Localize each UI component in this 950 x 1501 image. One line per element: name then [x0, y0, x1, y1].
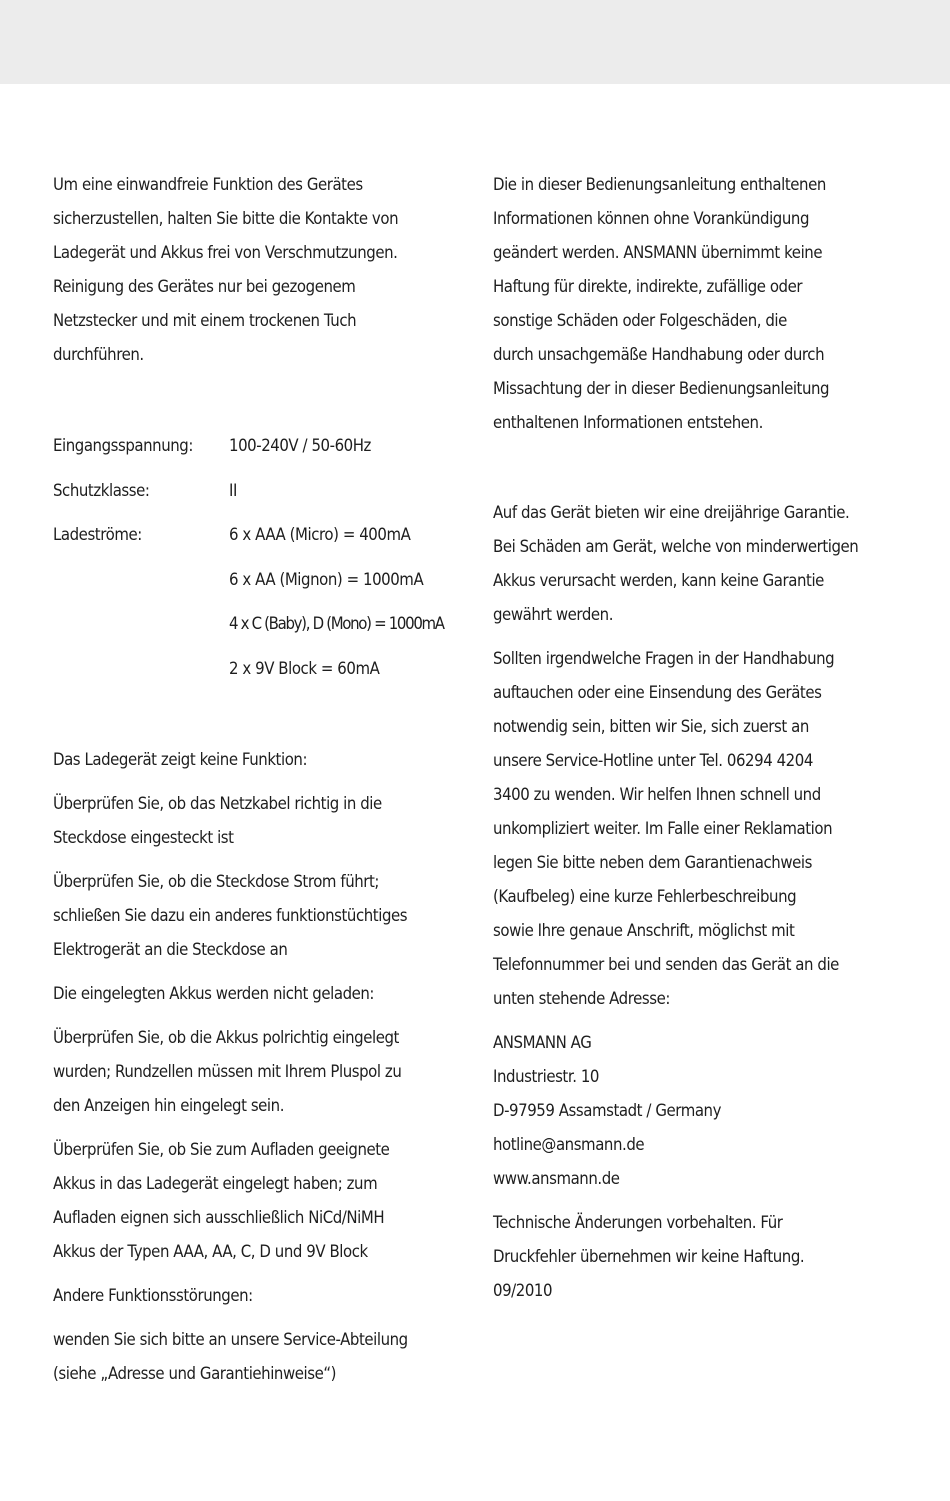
spec-row-current — [53, 558, 444, 603]
trouble-check-polarity: Überprüfen Sie, ob die Akkus polrichtig eingelegt wurden; Rundzellen müssen mit Ihrem Pluspol zu den Anzeigen hin eingelegt sein. — [53, 1028, 402, 1116]
spec-row-class — [53, 469, 444, 514]
spec-value-current-9v: 2 x 9V Block = 60mA — [229, 658, 380, 679]
spec-row-input — [53, 424, 444, 469]
cleaning-paragraph: Um eine einwandfreie Funktion des Gerätes sicherzustellen, halten Sie bitte die Kontakte von Ladegerät und Akkus frei von Verschmutzungen. Reinigung des Gerätes nur bei gezogenem Netzstecker und mit einem trockenen Tuch durchführen. — [53, 175, 399, 365]
company-address: ANSMANN AG Industriestr. 10 D-97959 Assamstadt / Germany hotline@ansmann.de www.ansmann.de — [493, 1033, 722, 1189]
trouble-heading-other: Andere Funktionsstörungen: — [53, 1286, 253, 1306]
spec-row-current — [53, 647, 444, 692]
left-column — [53, 168, 458, 1391]
trouble-check-socket: Überprüfen Sie, ob die Steckdose Strom führt; schließen Sie dazu ein anderes funktionstüchtiges Elektrogerät an die Steckdose an — [53, 872, 408, 960]
trouble-check-battery-type: Überprüfen Sie, ob Sie zum Aufladen geeignete Akkus in das Ladegerät eingelegt haben; zum Aufladen eignen sich ausschließlich NiCd/NiMH Akkus der Typen AAA, AA, C, D und 9V Block — [53, 1140, 390, 1262]
header-band — [0, 0, 950, 84]
trouble-heading-not-charging: Die eingelegten Akkus werden nicht geladen: — [53, 984, 375, 1004]
spec-row-current — [53, 602, 444, 647]
spec-label-current: Ladeströme: — [53, 525, 142, 546]
service-paragraph: Sollten irgendwelche Fragen in der Handhabung auftauchen oder eine Einsendung des Gerätes notwendig sein, bitten wir Sie, sich zuerst an unsere Service-Hotline unter Tel. 06294 4204 3400 zu wenden. Wir helfen Ihnen schnell und unkompliziert weiter. Im Falle einer Reklamation legen Sie bitte neben dem Garantienachweis (Kaufbeleg) eine kurze Fehlerbeschreibung sowie Ihre genaue Anschrift, möglichst mit Telefonnummer bei und senden das Gerät an die unten stehende Adresse: — [493, 649, 839, 1009]
spec-value-current-aa: 6 x AA (Mignon) = 1000mA — [229, 569, 424, 590]
trouble-contact-service: wenden Sie sich bitte an unsere Service-Abteilung (siehe „Adresse und Garantiehinweise“) — [53, 1330, 408, 1384]
right-column — [493, 168, 933, 1308]
warranty-paragraph: Auf das Gerät bieten wir eine dreijährige Garantie. Bei Schäden am Gerät, welche von minderwertigen Akkus verursacht werden, kann keine Garantie gewährt werden. — [493, 503, 859, 625]
technical-specs-table — [53, 424, 444, 691]
trouble-heading-no-function: Das Ladegerät zeigt keine Funktion: — [53, 750, 308, 770]
footer-note: Technische Änderungen vorbehalten. Für Druckfehler übernehmen wir keine Haftung. 09/2010 — [493, 1213, 805, 1301]
spec-value-input: 100-240V / 50-60Hz — [229, 436, 371, 457]
spec-value-class: II — [229, 480, 237, 501]
spec-value-current-c-d: 4 x C (Baby), D (Mono) = 1000mA — [229, 614, 444, 635]
trouble-check-cable: Überprüfen Sie, ob das Netzkabel richtig in die Steckdose eingesteckt ist — [53, 794, 382, 848]
spec-value-current-aaa: 6 x AAA (Micro) = 400mA — [229, 525, 411, 546]
spec-label-class: Schutzklasse: — [53, 480, 150, 501]
spec-row-current — [53, 513, 444, 558]
spec-label-input: Eingangsspannung: — [53, 436, 193, 457]
disclaimer-paragraph: Die in dieser Bedienungsanleitung enthaltenen Informationen können ohne Vorankündigung geändert werden. ANSMANN übernimmt keine Haftung für direkte, indirekte, zufällige oder sonstige Schäden oder Folgeschäden, die durch unsachgemäße Handhabung oder durch Missachtung der in dieser Bedienungsanleitung enthaltenen Informationen entstehen. — [493, 175, 830, 433]
